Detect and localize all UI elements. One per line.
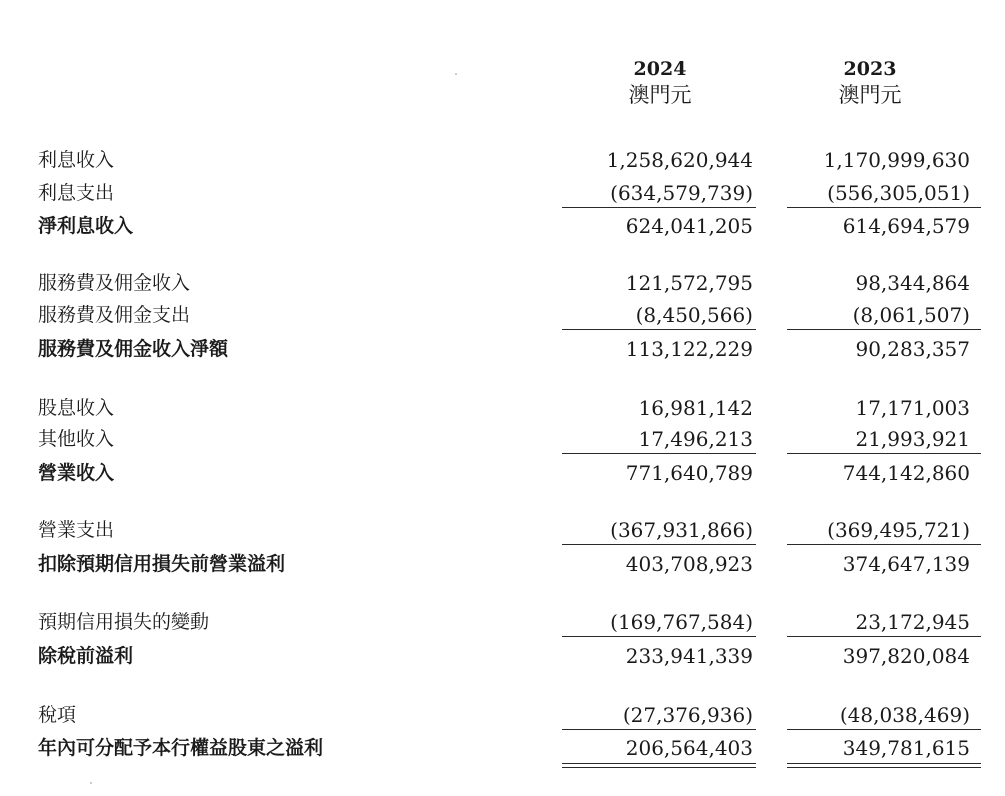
value-2023: 98,344,864 <box>855 271 970 295</box>
row-interest-income <box>0 145 1005 175</box>
value-2023: 397,820,084 <box>842 644 970 668</box>
value-2024: 206,564,403 <box>625 736 753 760</box>
value-2023: (556,305,051) <box>827 181 970 205</box>
row-tax <box>0 700 1005 730</box>
value-2024: 624,041,205 <box>625 214 753 238</box>
row-profit-before-tax <box>0 641 1005 671</box>
column-year: 2023 <box>843 58 897 80</box>
subtotal-rule <box>562 453 756 454</box>
value-2024: 1,258,620,944 <box>606 148 753 172</box>
value-2023: 744,142,860 <box>842 461 970 485</box>
value-2024: 17,496,213 <box>638 427 753 451</box>
column-header-2024 <box>570 58 750 108</box>
value-2024: 233,941,339 <box>625 644 753 668</box>
total-double-rule-top <box>562 763 756 764</box>
row-other-income <box>0 424 1005 454</box>
value-2024: 113,122,229 <box>625 337 753 361</box>
column-currency: 澳門元 <box>628 83 692 107</box>
row-label: 預期信用損失的變動 <box>38 611 210 633</box>
value-2024: 403,708,923 <box>625 552 753 576</box>
column-header-2023 <box>780 58 960 108</box>
row-label: 利息收入 <box>38 149 115 171</box>
row-label: 稅項 <box>38 704 77 726</box>
row-interest-expense <box>0 178 1005 208</box>
value-2024: (27,376,936) <box>622 703 753 727</box>
row-label: 年內可分配予本行權益股東之溢利 <box>38 737 324 759</box>
row-label: 服務費及佣金收入 <box>38 272 191 294</box>
subtotal-rule <box>787 729 981 730</box>
row-fee-income <box>0 268 1005 298</box>
value-2024: 16,981,142 <box>638 396 753 420</box>
column-currency: 澳門元 <box>838 83 902 107</box>
value-2024: 771,640,789 <box>625 461 753 485</box>
row-label: 服務費及佣金收入淨額 <box>38 338 229 360</box>
value-2023: 90,283,357 <box>855 337 970 361</box>
row-operating-profit-before-ecl <box>0 549 1005 579</box>
value-2023: 1,170,999,630 <box>823 148 970 172</box>
value-2023: (369,495,721) <box>827 518 970 542</box>
subtotal-rule <box>562 544 756 545</box>
value-2024: (8,450,566) <box>635 303 753 327</box>
subtotal-rule <box>787 453 981 454</box>
row-label: 營業收入 <box>38 462 115 484</box>
subtotal-rule <box>787 636 981 637</box>
subtotal-rule <box>787 207 981 208</box>
row-label: 服務費及佣金支出 <box>38 304 191 326</box>
row-ecl-change <box>0 607 1005 637</box>
subtotal-rule <box>562 207 756 208</box>
scan-speck <box>90 782 92 784</box>
row-label: 其他收入 <box>38 428 115 450</box>
value-2023: 21,993,921 <box>855 427 970 451</box>
total-double-rule-top <box>787 763 981 764</box>
scan-speck <box>455 73 457 75</box>
row-fee-expense <box>0 300 1005 330</box>
subtotal-rule <box>562 729 756 730</box>
value-2023: 17,171,003 <box>855 396 970 420</box>
value-2024: (634,579,739) <box>610 181 753 205</box>
row-dividend-income <box>0 393 1005 423</box>
row-label: 營業支出 <box>38 519 115 541</box>
row-label: 股息收入 <box>38 397 115 419</box>
row-label: 除稅前溢利 <box>38 645 134 667</box>
row-profit-attributable <box>0 733 1005 763</box>
value-2023: (48,038,469) <box>839 703 970 727</box>
value-2023: 349,781,615 <box>842 736 970 760</box>
value-2023: 614,694,579 <box>842 214 970 238</box>
subtotal-rule <box>562 636 756 637</box>
row-net-interest-income <box>0 211 1005 241</box>
row-net-fee-income <box>0 334 1005 364</box>
row-operating-income <box>0 458 1005 488</box>
row-label: 淨利息收入 <box>38 215 134 237</box>
row-label: 利息支出 <box>38 182 115 204</box>
value-2023: (8,061,507) <box>852 303 970 327</box>
subtotal-rule <box>787 544 981 545</box>
value-2024: 121,572,795 <box>625 271 753 295</box>
value-2024: (367,931,866) <box>610 518 753 542</box>
subtotal-rule <box>787 329 981 330</box>
column-year: 2024 <box>633 58 687 80</box>
total-double-rule-bottom <box>787 767 981 768</box>
row-operating-expenses <box>0 515 1005 545</box>
total-double-rule-bottom <box>562 767 756 768</box>
value-2023: 23,172,945 <box>855 610 970 634</box>
subtotal-rule <box>562 329 756 330</box>
value-2024: (169,767,584) <box>610 610 753 634</box>
row-label: 扣除預期信用損失前營業溢利 <box>38 553 286 575</box>
value-2023: 374,647,139 <box>842 552 970 576</box>
